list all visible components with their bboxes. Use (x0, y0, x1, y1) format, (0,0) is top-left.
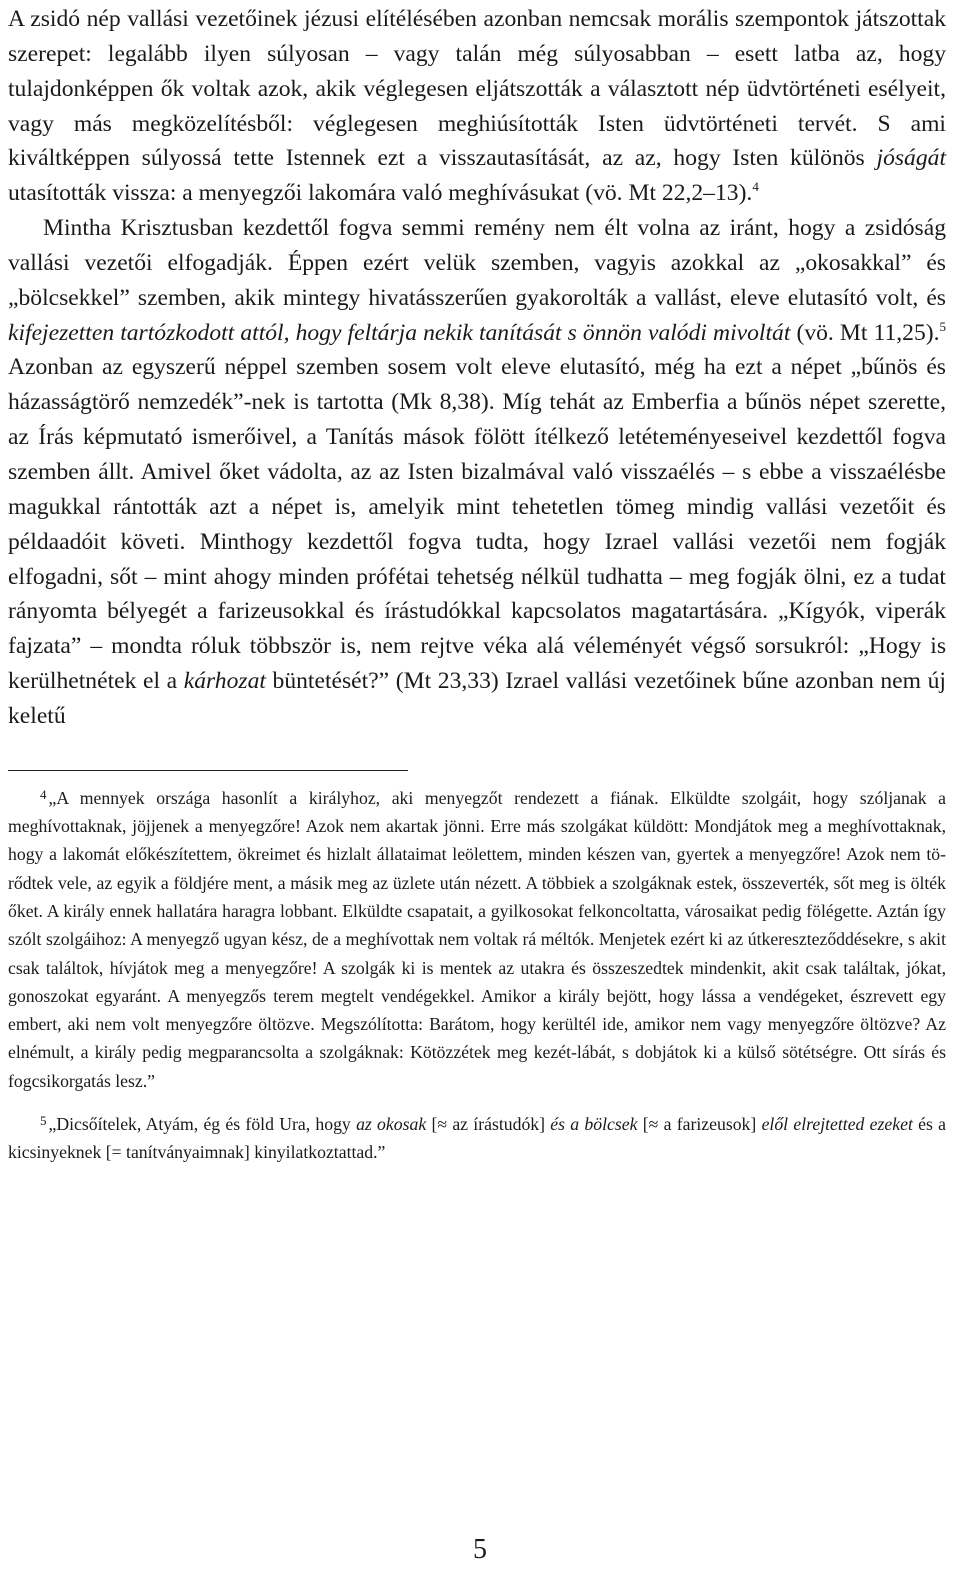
footnote-mark: 4 (40, 786, 47, 802)
footnote-ref-4[interactable]: 4 (752, 179, 759, 195)
page-number: 5 (473, 1534, 487, 1565)
footnote-5: $^5$ „Dicsőítelek, Atyám, ég és föld Ura, hogy az okosak [≈ az írástudók] és a bölcsek [≈ a farizeusok] elől elrejtetted ezeket és a kicsinyeknek [= tanítványaimnak] kinyilatkoztattad.” (8, 1112, 947, 1163)
footnotes (8, 781, 946, 1167)
page (8, 0, 946, 1167)
footnote-mark: 5 (40, 1112, 47, 1128)
paragraph-2: Mintha Krisztusban kezdettől fogva semmi remény nem élt volna az iránt, hogy a zsidóság vallási vezetői elfogadják. Éppen ezért velük szemben, vagyis azokkal az „okosakkal” és „bölcsekkel” szemben, akik mintegy hivatásszerűen gyakorolták a vallást, eleve elutasító volt, és kifejezetten tartózkodott attól, hogy feltárja nekik tanítását s önnön valódi mivoltát (vö. Mt 11,25).$^5$ Azonban az egyszerű néppel szemben sosem volt eleve elutasító, még ha ezt a népet „bűnös és házasságtörő nemzedék”-nek is tartotta (Mk 8,38). Míg tehát az Emberfia a bűnös népet szerette, az Írás képmutató ismerőivel, a Tanítás mások fölött ítélkező letéteményeseivel kezdettől fogva szemben állt. Amivel őket vádolta, az az Isten bizalmával való visszaélés – s ebbe a visszaélésbe magukkal rántották azt a népet is, amelyik mint tehetetlen tömeg mindig vallási vezetőit és példaadóit követi. Minthogy kezdettől fogva tudta, hogy Izrael vallási vezetői nem fogják elfogadni, sőt – mint ahogy minden prófétai tehetség nélkül tudhatta – meg fogják ölni, ez a tudat rányomta bélyegét a farizeusokkal és írástudókkal kapcsolatos magatartására. „Kígyók, viperák fajzata” – mondta róluk többször is, nem rejtve véka alá véleményét végső sorsukról: „Hogy is kerülhetnétek el a kárhozat büntetését?” (Mt 23,33) Izrael vallási vezetőinek bűne azonban nem új keletű (8, 215, 946, 729)
footnote-divider (8, 770, 408, 771)
paragraph-1: A zsidó nép vallási vezetőinek jézusi elítélésében azonban nemcsak morális szempontok játszottak szerepet: legalább ilyen súlyosan – vagy talán még súlyosabban – esett latba az, hogy tulajdonképpen ők voltak azok, akik véglegesen eljátszották a választott nép üdvtörténeti esélyeit, vagy más megközelítésből: véglegesen meghiúsították Isten üdvtörténeti tervét. S ami kiváltképpen súlyossá tette Istennek ezt a visszautasítását, az az, hogy Isten különös jóságát utasították vissza: a menyegzői lakomára való meghívásukat (vö. Mt 22,2–13).$^4$ (8, 6, 946, 207)
main-text (8, 0, 946, 734)
footnote-ref-5[interactable]: 5 (939, 318, 946, 334)
footnote-4: $^4$ „A mennyek országa hasonlít a királyhoz, aki menyegzőt rendezett a fiának. Elküldte szolgáit, hogy szóljanak a meghívottaknak, jöjjenek a menyegzőre! Azok nem akartak jönni. Erre más szolgákat küldött: Mondjátok meg a meghívottaknak, hogy a lakomát előkészítettem, ökreimet és hizlalt állataimat leölettem, minden készen van, gyertek a menyegzőre! Azok nem törődtek vele, az egyik a földjére ment, a másik meg az üzlete után nézett. A többiek a szolgáknak estek, összeverték, sőt meg is ölték őket. A király ennek hallatára haragra lobbant. Elküldte csapatait, a gyilkosokat felkoncoltatta, városaikat pedig fölégette. Aztán így szólt szolgáihoz: A menyegző ugyan kész, de a meghívottak nem voltak rá méltók. Menjetek ezért ki az útkereszteződdésekre, s akit csak találtok, hívjátok meg a menyegzőre! A szolgák ki is mentek az utakra és összeszedtek mindenkit, akit csak találtak, jókat, gonoszokat egyaránt. A menyegzős terem megtelt vendégekkel. Amikor a király bejött, hogy lássa a vendégeket, észrevett egy embert, aki nem volt menyegzőre öltözve. Megszólította: Barátom, hogy kerültél ide, amikor nem vagy menyegzőre öltözve? Az elnémult, a király pedig megparancsolta a szolgáknak: Kötözzétek meg kezét-lábát, s dobjátok ki a külső sötétségre. Ott sírás és fogcsikorgatás lesz.” (8, 786, 946, 1091)
